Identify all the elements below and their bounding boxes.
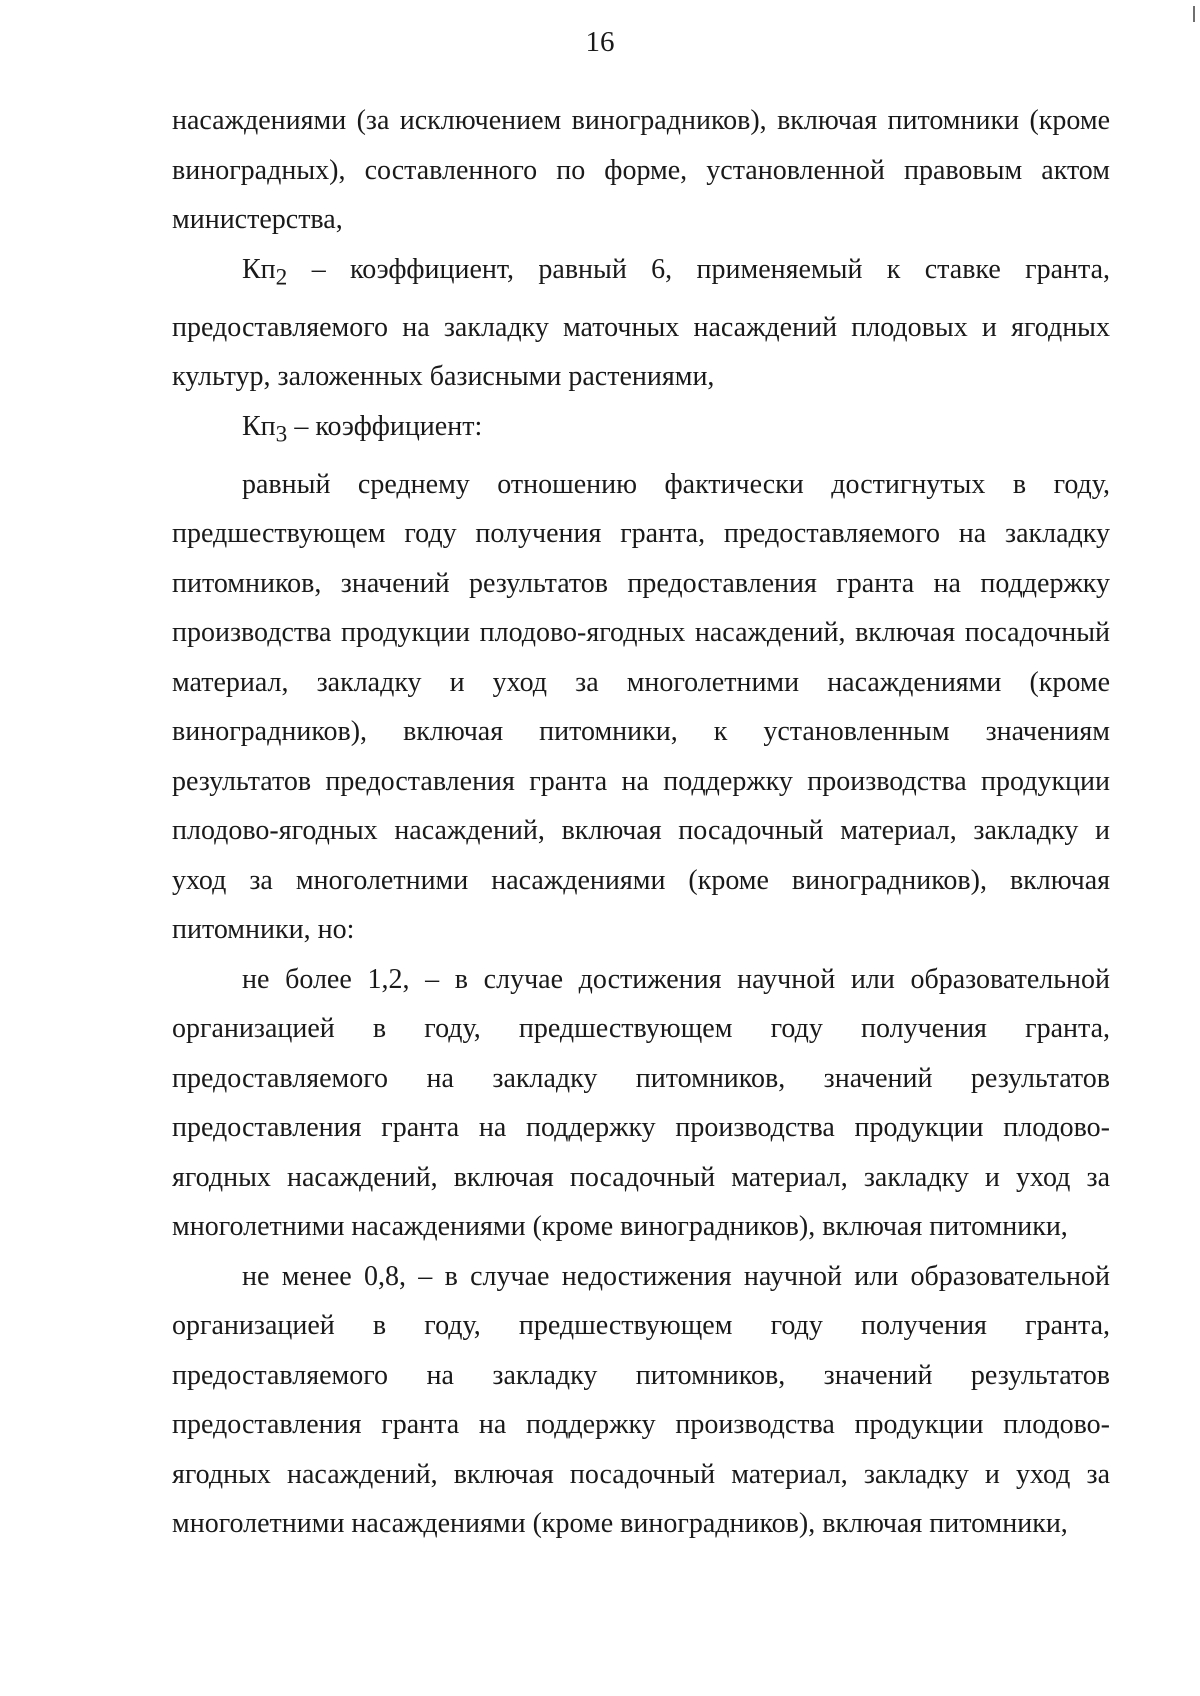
- paragraph-2-text: – коэффициент, равный 6, применяемый к ставке гранта, предоставляемого на закладку маточных насаждений плодовых и ягодных культур, заложенных базисными растениями,: [172, 253, 1110, 393]
- page-number: 16: [585, 26, 615, 58]
- paragraph-5: [172, 955, 1110, 1252]
- coefficient-subscript: 2: [275, 264, 288, 291]
- scan-artifact-mark: [1193, 6, 1195, 22]
- paragraph-6: [172, 1252, 1110, 1549]
- paragraph-3-text: – коэффициент:: [287, 410, 483, 442]
- paragraph-2: [172, 245, 1110, 402]
- coefficient-symbol: Кп: [242, 253, 276, 285]
- document-body: [172, 96, 1110, 1549]
- coefficient-symbol: Кп: [242, 410, 276, 442]
- paragraph-6-text: не менее 0,8, – в случае недостижения научной или образовательной организацией в году, предшествующем году получения гранта, предоставляемого на закладку питомников, значений результатов предоставления гранта на поддержку производства продукции плодово-ягодных насаждений, включая посадочный материал, закладку и уход за многолетними насаждениями (кроме виноградников), включая питомники,: [172, 1260, 1110, 1540]
- paragraph-4-text: равный среднему отношению фактически достигнутых в году, предшествующем году получения гранта, предоставляемого на закладку питомников, значений результатов предоставления гранта на поддержку производства продукции плодово-ягодных насаждений, включая посадочный материал, закладку и уход за многолетними насаждениями (кроме виноградников), включая питомники, к установленным значениям результатов предоставления гранта на поддержку производства продукции плодово-ягодных насаждений, включая посадочный материал, закладку и уход за многолетними насаждениями (кроме виноградников), включая питомники, но:: [172, 468, 1110, 946]
- paragraph-1-text: насаждениями (за исключением виноградников), включая питомники (кроме виноградных), составленного по форме, установленной правовым актом министерства,: [172, 105, 1110, 235]
- coefficient-subscript: 3: [275, 421, 288, 448]
- paragraph-4: [172, 460, 1110, 955]
- paragraph-1: [172, 96, 1110, 245]
- paragraph-5-text: не более 1,2, – в случае достижения научной или образовательной организацией в году, предшествующем году получения гранта, предоставляемого на закладку питомников, значений результатов предоставления гранта на поддержку производства продукции плодово-ягодных насаждений, включая посадочный материал, закладку и уход за многолетними насаждениями (кроме виноградников), включая питомники,: [172, 963, 1110, 1243]
- paragraph-3: [172, 402, 1110, 460]
